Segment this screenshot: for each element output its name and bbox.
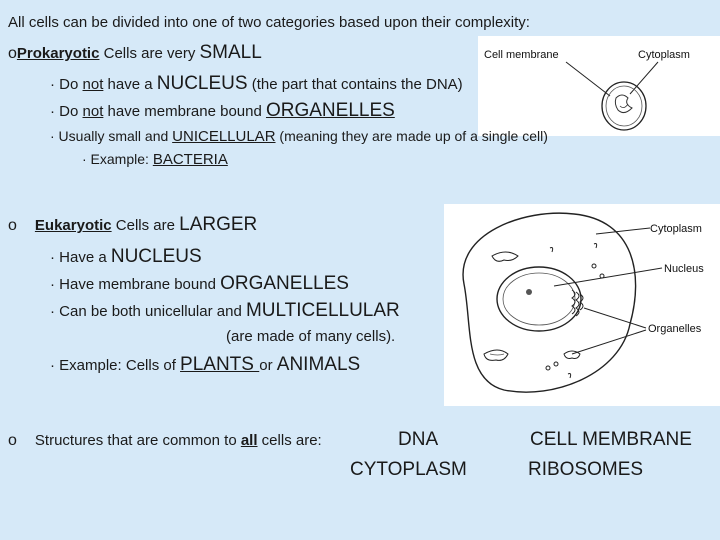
prokaryotic-point-organelles: [50, 100, 395, 122]
eukaryotic-text: Cells are: [111, 217, 180, 234]
common-prefix: Structures that are common to: [34, 432, 241, 449]
point-prefix: · Can be both unicellular and: [50, 303, 246, 320]
intro-text: All cells can be divided into one of two categories based upon their complexity:: [8, 14, 530, 31]
prokaryotic-term: Prokaryotic: [16, 45, 100, 62]
common-structures-line: [8, 432, 322, 450]
common-item-cytoplasm: CYTOPLASM: [350, 459, 467, 480]
point-keyword: MULTICELLULAR: [245, 300, 400, 321]
point-suffix: (the part that contains the DNA): [247, 76, 463, 93]
eukaryotic-note: (are made of many cells).: [226, 328, 396, 345]
point-negation: not: [82, 103, 104, 120]
figure-label-cytoplasm: Cytoplasm: [638, 49, 690, 61]
point-prefix: · Have membrane bound: [50, 276, 221, 293]
point-keyword: ORGANELLES: [220, 273, 349, 294]
point-mid: have a: [103, 76, 157, 93]
eukaryotic-term: Eukaryotic: [34, 217, 112, 234]
point-keyword: NUCLEUS: [110, 246, 202, 267]
prokaryotic-size-word: SMALL: [199, 42, 262, 63]
prokaryote-membrane-shape: [602, 82, 646, 130]
common-item-dna: DNA: [398, 429, 439, 450]
point-keyword: NUCLEUS: [156, 73, 248, 94]
example-prefix: · Example: Cells of: [50, 357, 181, 374]
example-keyword: BACTERIA: [152, 151, 228, 168]
eukaryotic-point-multicellular: [50, 300, 400, 322]
usually-keyword: UNICELLULAR: [172, 128, 276, 145]
example-keyword-plants: PLANTS: [180, 354, 260, 375]
common-item-ribosomes: RIBOSOMES: [528, 459, 644, 480]
prokaryotic-text: Cells are very: [99, 45, 200, 62]
common-all: all: [240, 432, 258, 449]
point-negation: not: [82, 76, 104, 93]
prokaryotic-point-nucleus: [50, 73, 463, 95]
common-suffix: cells are:: [257, 432, 322, 449]
prokaryotic-cell-figure: [478, 36, 720, 136]
figure-label-nucleus: Nucleus: [664, 263, 704, 275]
example-prefix: · Example:: [82, 151, 153, 167]
eukaryotic-example: [50, 354, 360, 376]
point-prefix: · Have a: [50, 249, 111, 266]
prokaryotic-example: [82, 151, 228, 168]
prokaryotic-usually: [50, 128, 548, 145]
eukaryotic-heading: [8, 214, 257, 236]
point-keyword: ORGANELLES: [265, 100, 395, 121]
usually-prefix: · Usually small and: [50, 128, 173, 144]
eukaryotic-point-nucleus: [50, 246, 202, 268]
example-mid: or: [259, 357, 277, 374]
bullet-circle: o: [8, 432, 17, 449]
eukaryotic-size-word: LARGER: [179, 214, 258, 235]
usually-suffix: (meaning they are made up of a single cell): [275, 128, 548, 144]
point-prefix: · Do: [50, 76, 83, 93]
bullet-circle: o: [8, 45, 17, 62]
point-prefix: · Do: [50, 103, 83, 120]
figure-label-cytoplasm: Cytoplasm: [650, 223, 702, 235]
prokaryotic-heading: [8, 42, 262, 64]
bullet-circle: o: [8, 217, 17, 234]
eukaryotic-point-organelles: [50, 273, 349, 295]
figure-label-cell-membrane: Cell membrane: [484, 49, 559, 61]
common-item-cell-membrane: CELL MEMBRANE: [530, 429, 692, 450]
eukaryotic-cell-figure: [444, 204, 720, 406]
eukaryote-membrane-shape: [463, 213, 636, 392]
example-keyword-animals: ANIMALS: [276, 354, 361, 375]
figure-label-organelles: Organelles: [648, 323, 702, 335]
eukaryote-nucleus-shape: [497, 267, 581, 331]
point-mid: have membrane bound: [103, 103, 266, 120]
